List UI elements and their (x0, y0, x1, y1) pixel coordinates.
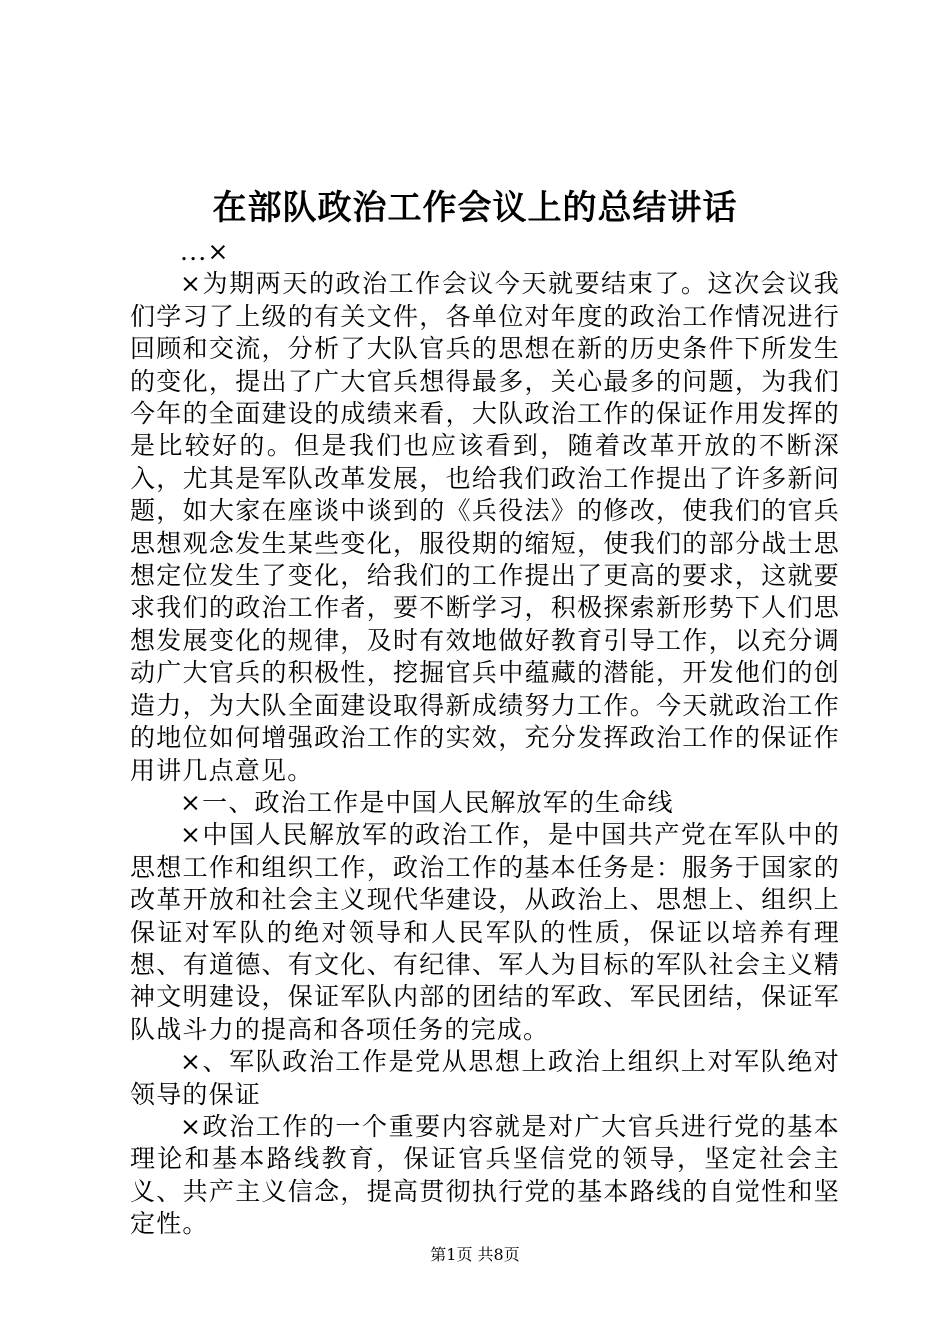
paragraph-section-2: ×政治工作的一个重要内容就是对广大官兵进行党的基本理论和基本路线教育，保证官兵坚信党的领导，坚定社会主义、共产主义信念，提高贯彻执行党的基本路线的自觉性和坚定性。 (130, 1111, 840, 1239)
document-body (130, 236, 840, 1241)
section-heading-1: ×一、政治工作是中国人民解放军的生命线 (180, 787, 674, 817)
paragraph-salutation: ...× (180, 237, 230, 266)
paragraph-opening: ×为期两天的政治工作会议今天就要结束了。这次会议我们学习了上级的有关文件，各单位对年度的政治工作情况进行回顾和交流，分析了大队官兵的思想在新的历史条件下所发生的变化，提出了广大官兵想得最多，关心最多的问题，为我们今年的全面建设的成绩来看，大队政治工作的保证作用发挥的是比较好的。但是我们也应该看到，随着改革开放的不断深入，尤其是军队改革发展，也给我们政治工作提出了许多新问题，如大家在座谈中谈到的《兵役法》的修改，使我们的官兵思想观念发生某些变化，服役期的缩短，使我们的部分战士思想定位发生了变化，给我们的工作提出了更高的要求，这就要求我们的政治工作者，要不断学习，积极探索新形势下人们思想发展变化的规律，及时有效地做好教育引导工作，以充分调动广大官兵的积极性，挖掘官兵中蕴藏的潜能，开发他们的创造力，为大队全面建设取得新成绩努力工作。今天就政治工作的地位如何增强政治工作的实效，充分发挥政治工作的保证作用讲几点意见。 (130, 269, 840, 785)
document-title: 在部队政治工作会议上的总结讲话 (212, 188, 738, 228)
page-footer: 第1页 共8页 (430, 1245, 520, 1264)
section-heading-2: ×、军队政治工作是党从思想上政治上组织上对军队绝对领导的保证 (130, 1047, 840, 1109)
paragraph-section-1: ×中国人民解放军的政治工作，是中国共产党在军队中的思想工作和组织工作，政治工作的基本任务是：服务于国家的改革开放和社会主义现代华建设，从政治上、思想上、组织上保证对军队的绝对领导和人民军队的性质，保证以培养有理想、有道德、有文化、有纪律、军人为目标的军队社会主义精神文明建设，保证军队内部的团结的军政、军民团结，保证军队战斗力的提高和各项任务的完成。 (130, 820, 840, 1044)
